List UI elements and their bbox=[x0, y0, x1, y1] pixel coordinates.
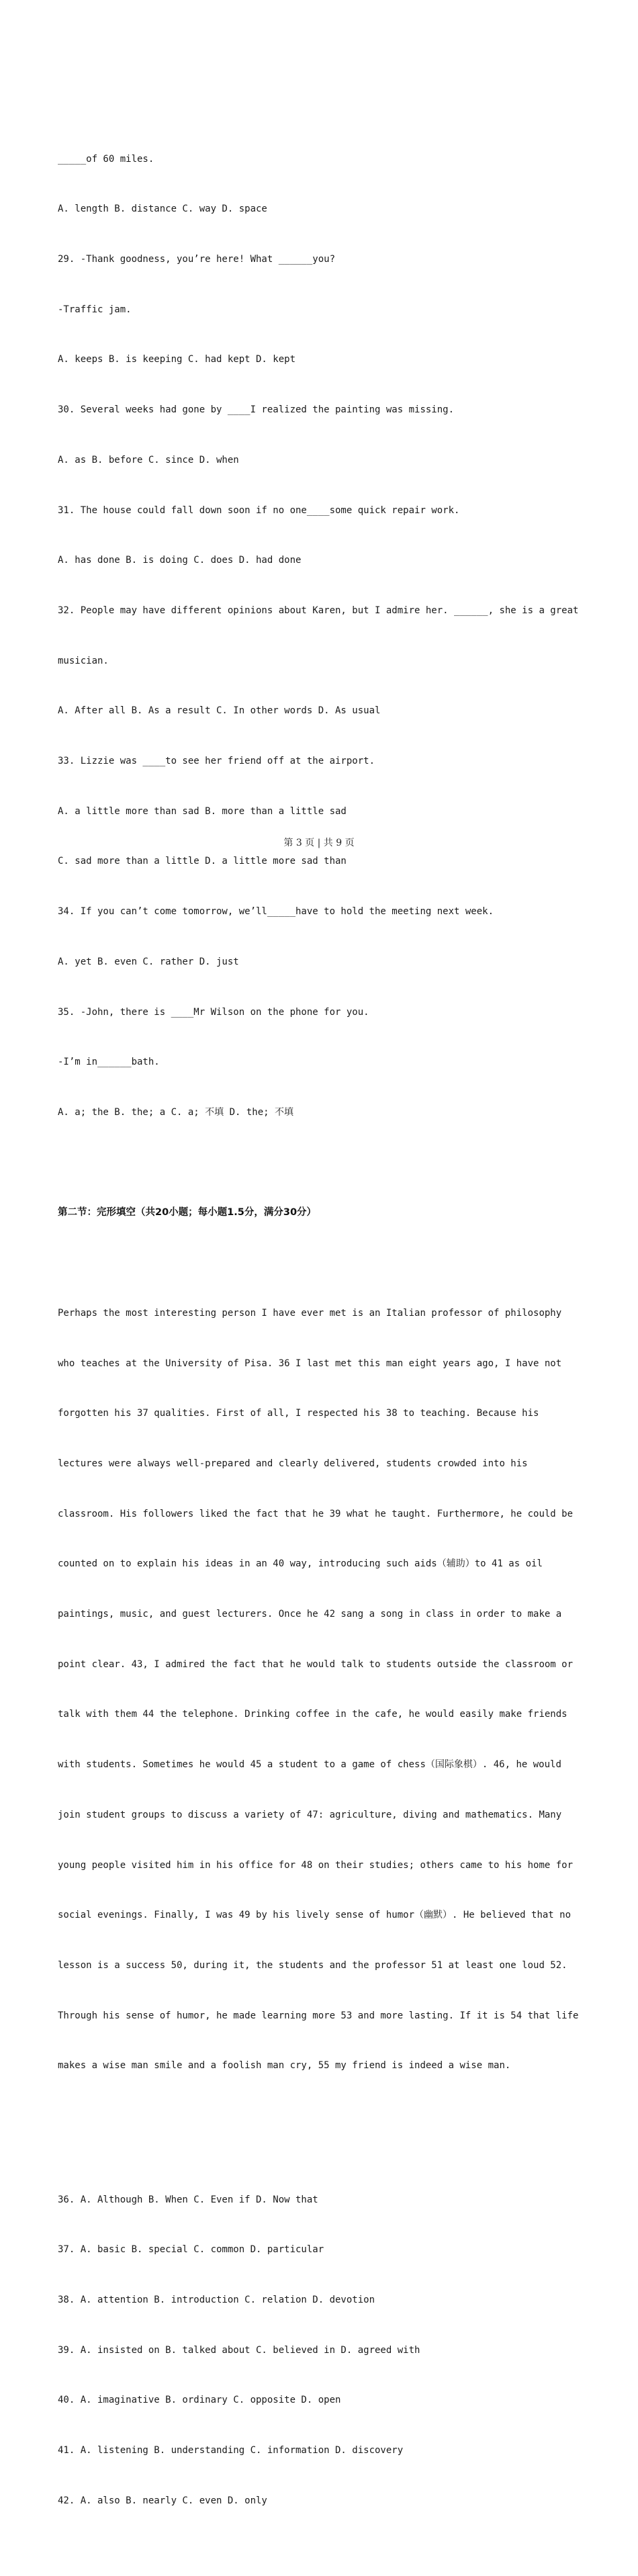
cloze-options bbox=[58, 2158, 582, 2543]
passage-line: who teaches at the University of Pisa. 36 I last met this man eight years ago, I have not bbox=[58, 1358, 562, 1369]
passage-line: talk with them 44 the telephone. Drinking coffee in the cafe, he would easily make friends bbox=[58, 1709, 567, 1720]
option-line: 39. A. insisted on B. talked about C. believed in D. agreed with bbox=[58, 2344, 420, 2356]
question-line: A. length B. distance C. way D. space bbox=[58, 204, 267, 215]
section-heading: 第二节：完形填空（共20小题；每小题1.5分，满分30分） bbox=[58, 1207, 317, 1218]
option-line: 37. A. basic B. special C. common D. particular bbox=[58, 2244, 324, 2256]
option-line: 41. A. listening B. understanding C. information D. discovery bbox=[58, 2445, 404, 2456]
question-line: musician. bbox=[58, 655, 109, 666]
option-line: 40. A. imaginative B. ordinary C. opposite D. open bbox=[58, 2395, 341, 2406]
question-line: 33. Lizzie was ____to see her friend off at the airport. bbox=[58, 756, 375, 767]
passage-line: classroom. His followers liked the fact that he 39 what he taught. Furthermore, he could be bbox=[58, 1508, 574, 1519]
question-line: 34. If you can’t come tomorrow, we’ll_____have to hold the meeting next week. bbox=[58, 906, 494, 918]
question-line: A. After all B. As a result C. In other words D. As usual bbox=[58, 705, 381, 717]
question-line: 29. -Thank goodness, you’re here! What ______you? bbox=[58, 254, 336, 265]
passage-line: paintings, music, and guest lecturers. Once he 42 sang a song in class in order to make a bbox=[58, 1609, 562, 1620]
question-line: -Traffic jam. bbox=[58, 304, 132, 315]
option-line: 36. A. Although B. When C. Even if D. Now that bbox=[58, 2194, 318, 2205]
passage-line: makes a wise man smile and a foolish man cry, 55 my friend is indeed a wise man. bbox=[58, 2060, 511, 2072]
passage-line: Perhaps the most interesting person I have ever met is an Italian professor of philosophy bbox=[58, 1307, 562, 1319]
passage-line: with students. Sometimes he would 45 a student to a game of chess（国际象棋）. 46, he would bbox=[58, 1759, 561, 1771]
page-content bbox=[58, 84, 582, 2576]
question-line: A. keeps B. is keeping C. had kept D. kept bbox=[58, 354, 296, 365]
passage-line: Through his sense of humor, he made learning more 53 and more lasting. If it is 54 that life bbox=[58, 2010, 579, 2021]
page-footer bbox=[0, 836, 638, 849]
option-line: 38. A. attention B. introduction C. relation D. devotion bbox=[58, 2295, 375, 2306]
passage-line: young people visited him in his office for 48 on their studies; others came to his home for bbox=[58, 1859, 574, 1871]
passage-line: point clear. 43, I admired the fact that he would talk to students outside the classroom or bbox=[58, 1658, 574, 1670]
question-line: A. has done B. is doing C. does D. had done bbox=[58, 555, 302, 566]
option-line: 42. A. also B. nearly C. even D. only bbox=[58, 2495, 267, 2506]
question-line: C. sad more than a little D. a little more sad than bbox=[58, 856, 347, 867]
question-line: _____of 60 miles. bbox=[58, 153, 154, 165]
question-line: 31. The house could fall down soon if no one____some quick repair work. bbox=[58, 504, 460, 516]
passage-line: lectures were always well-prepared and clearly delivered, students crowded into his bbox=[58, 1458, 528, 1469]
cloze-passage bbox=[58, 1272, 582, 2108]
passage-line: lesson is a success 50, during it, the students and the professor 51 at least one loud 52. bbox=[58, 1959, 567, 1971]
question-line: A. a; the B. the; a C. a; 不填 D. the; 不填 bbox=[58, 1106, 294, 1118]
passage-line: join student groups to discuss a variety of 47: agriculture, diving and mathematics. Many bbox=[58, 1809, 562, 1820]
question-line: 32. People may have different opinions about Karen, but I admire her. ______, she is a great bbox=[58, 605, 579, 616]
question-line: 30. Several weeks had gone by ____I realized the painting was missing. bbox=[58, 404, 455, 416]
passage-line: social evenings. Finally, I was 49 by his lively sense of humor（幽默）. He believed that no bbox=[58, 1910, 572, 1921]
question-line: A. as B. before C. since D. when bbox=[58, 454, 239, 465]
question-line: A. a little more than sad B. more than a little sad bbox=[58, 805, 347, 817]
question-line: A. yet B. even C. rather D. just bbox=[58, 956, 239, 967]
question-line: 35. -John, there is ____Mr Wilson on the phone for you. bbox=[58, 1006, 369, 1018]
passage-line: counted on to explain his ideas in an 40 way, introducing such aids（辅助）to 41 as oil bbox=[58, 1558, 543, 1570]
page-number: 第 3 页 | 共 9 页 bbox=[283, 838, 355, 848]
top-questions bbox=[58, 118, 582, 1155]
question-line: -I’m in______bath. bbox=[58, 1057, 160, 1068]
passage-line: forgotten his 37 qualities. First of all, I respected his 38 to teaching. Because his bbox=[58, 1408, 539, 1419]
